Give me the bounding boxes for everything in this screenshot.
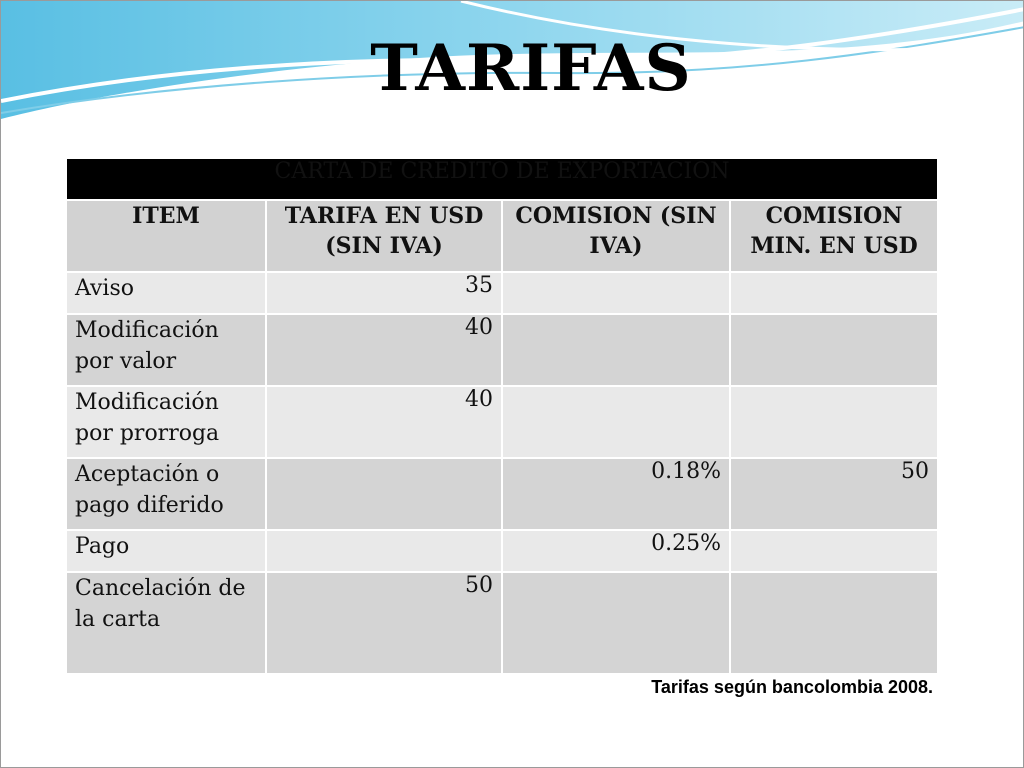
row-comision [502,272,730,314]
row-comision [502,572,730,674]
row-tarifa [266,458,502,530]
row-item: Pago [66,530,266,572]
column-header-tarifa: TARIFA EN USD (SIN IVA) [266,200,502,272]
row-tarifa: 40 [266,386,502,458]
row-comision-min [730,272,938,314]
table-caption: CARTA DE CREDITO DE EXPORTACION [66,158,938,200]
table-row [66,386,938,458]
row-item: Aceptación o pago diferido [66,458,266,530]
row-comision-min [730,572,938,674]
row-item: Aviso [66,272,266,314]
row-tarifa: 40 [266,314,502,386]
table-row [66,314,938,386]
table-row [66,530,938,572]
page-title: TARIFAS [370,31,692,106]
row-item: Cancelación de la carta [66,572,266,674]
row-tarifa: 35 [266,272,502,314]
column-header-comision: COMISION (SIN IVA) [502,200,730,272]
row-comision: 0.18% [502,458,730,530]
table-row [66,272,938,314]
row-comision-min [730,386,938,458]
rates-table [65,157,939,675]
source-footnote: Tarifas según bancolombia 2008. [651,677,933,697]
row-comision [502,314,730,386]
table-caption-row [66,158,938,200]
row-tarifa [266,530,502,572]
row-item: Modificación por valor [66,314,266,386]
row-comision: 0.25% [502,530,730,572]
row-item: Modificación por prorroga [66,386,266,458]
row-comision-min: 50 [730,458,938,530]
row-comision [502,386,730,458]
row-comision-min [730,530,938,572]
table-row [66,572,938,674]
table-row [66,458,938,530]
row-comision-min [730,314,938,386]
row-tarifa: 50 [266,572,502,674]
column-header-comision-min: COMISION MIN. EN USD [730,200,938,272]
column-header-row [66,200,938,272]
column-header-item: ITEM [66,200,266,272]
